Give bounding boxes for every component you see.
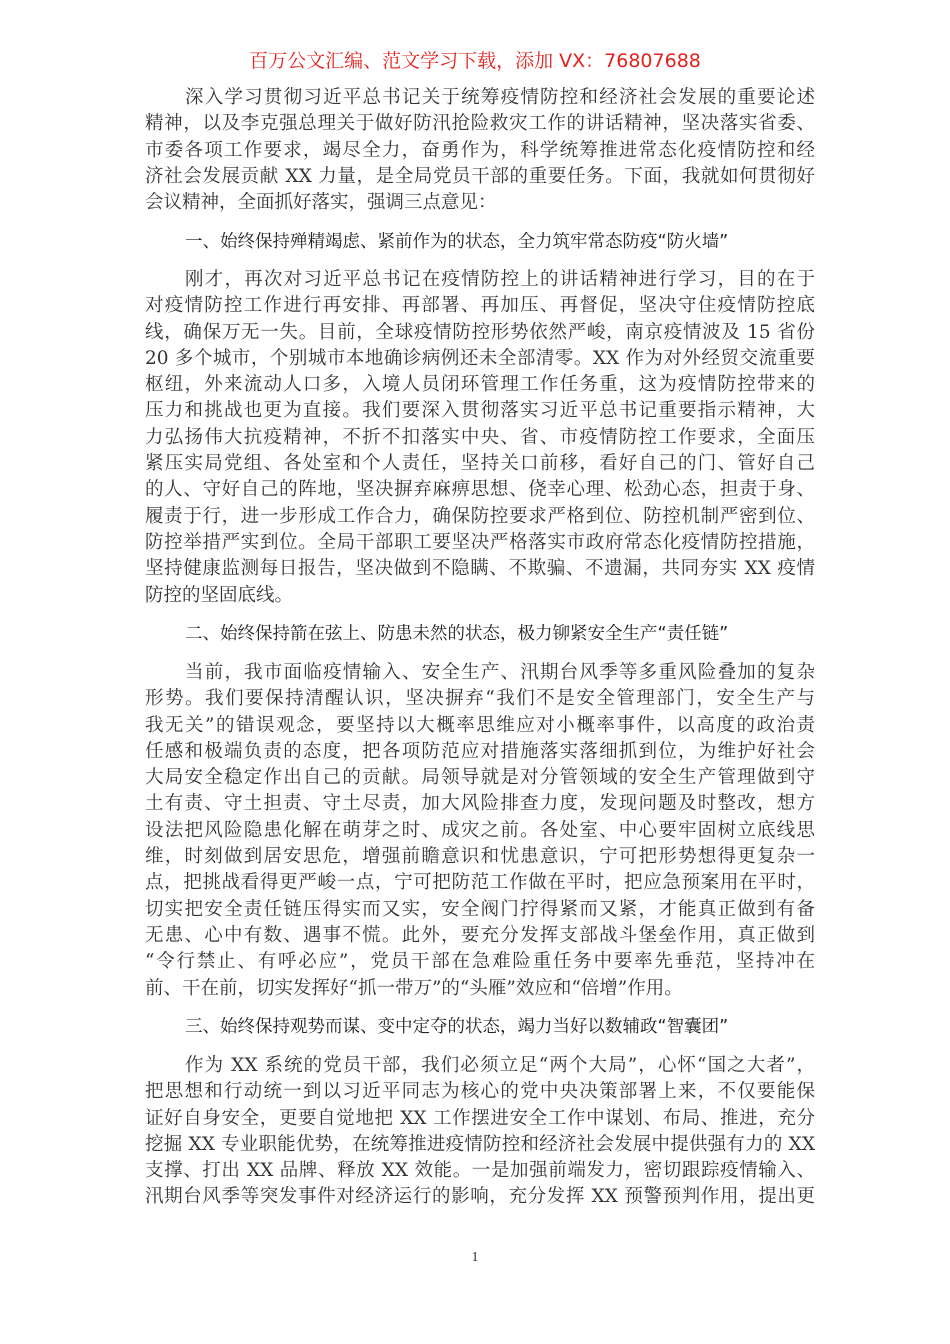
- paragraph-line: 证好自身安全，更要自觉地把 XX 工作摆进安全工作中谋划、布局、推进，充分: [145, 1107, 815, 1129]
- page-number: 1: [471, 1250, 479, 1265]
- paragraph-line: 坚持健康监测每日报告，坚决做到不隐瞒、不欺骗、不遗漏，共同夯实 XX 疫情: [145, 558, 815, 580]
- paragraph-line: 防控举措严实到位。全局干部职工要坚决严格落实市政府常态化疫情防控措施，: [145, 531, 815, 553]
- paragraph-line: 履责于行，进一步形成工作合力，确保防控要求严格到位、防控机制严密到位、: [145, 505, 815, 527]
- paragraph-line: 力弘扬伟大抗疫精神，不折不扣落实中央、省、市疫情防控工作要求，全面压: [145, 426, 815, 448]
- paragraph-line: 挖掘 XX 专业职能优势，在统筹推进疫情防控和经济社会发展中提供强有力的 XX: [145, 1133, 815, 1155]
- paragraph-line: 紧压实局党组、各处室和个人责任，坚持关口前移，看好自己的门、管好自己: [145, 453, 815, 475]
- paragraph-line: 支撑、打出 XX 品牌、释放 XX 效能。一是加强前端发力，密切跟踪疫情输入、: [145, 1160, 815, 1182]
- paragraph-line: 市委各项工作要求，竭尽全力，奋勇作为，科学统筹推进常态化疫情防控和经: [145, 139, 815, 161]
- paragraph-line: 会议精神，全面抓好落实，强调三点意见：: [145, 192, 497, 214]
- paragraph-line: 无患、心中有数、遇事不慌。此外，要充分发挥支部战斗堡垒作用，真正做到: [145, 924, 815, 946]
- paragraph-line: “令行禁止、有呼必应”，党员干部在急难险重任务中要率先垂范，坚持冲在: [145, 951, 815, 973]
- paragraph-line: 形势。我们要保持清醒认识，坚决摒弃“我们不是安全管理部门，安全生产与: [145, 688, 815, 710]
- header-banner: 百万公文汇编、范文学习下载，添加 VX：76807688: [249, 50, 701, 72]
- paragraph-intro: [145, 85, 815, 216]
- paragraph-line: 设法把风险隐患化解在萌芽之时、成灾之前。各处室、中心要牢固树立底线思: [145, 819, 815, 841]
- paragraph-line: 切实把安全责任链压得实而又实，安全阀门拧得紧而又紧，才能真正做到有备: [145, 898, 815, 920]
- paragraph-line: 当前，我市面临疫情输入、安全生产、汛期台风季等多重风险叠加的复杂: [185, 662, 815, 683]
- section-heading-3: 三、始终保持观势而谋、变中定夺的状态，竭力当好以数辅政“智囊团”: [185, 1017, 729, 1037]
- section-heading-1: 一、始终保持殚精竭虑、紧前作为的状态，全力筑牢常态防疫“防火墙”: [185, 232, 729, 252]
- paragraph-line: 大局安全稳定作出自己的贡献。局领导就是对分管领域的安全生产管理做到守: [145, 767, 815, 789]
- paragraph-line: 防控的坚固底线。: [145, 584, 294, 606]
- paragraph-section-1: [145, 267, 815, 609]
- paragraph-line: 压力和挑战也更为直接。我们要深入贯彻落实习近平总书记重要指示精神，大: [145, 400, 815, 422]
- paragraph-line: 精神，以及李克强总理关于做好防汛抢险救灾工作的讲话精神，坚决落实省委、: [145, 113, 815, 135]
- paragraph-line: 作为 XX 系统的党员干部，我们必须立足“两个大局”，心怀“国之大者”，: [185, 1055, 815, 1076]
- paragraph-line: 任感和极端负责的态度，把各项防范应对措施落实落细抓到位，为维护好社会: [145, 740, 815, 762]
- paragraph-line: 20 多个城市，个别城市本地确诊病例还未全部清零。XX 作为对外经贸交流重要: [145, 347, 815, 369]
- paragraph-section-2: [145, 660, 815, 1002]
- paragraph-line: 对疫情防控工作进行再安排、再部署、再加压、再督促，坚决守住疫情防控底: [145, 295, 815, 317]
- paragraph-line: 把思想和行动统一到以习近平同志为核心的党中央决策部署上来，不仅要能保: [145, 1081, 815, 1103]
- paragraph-line: 汛期台风季等突发事件对经济运行的影响，充分发挥 XX 预警预判作用，提出更: [145, 1186, 815, 1208]
- paragraph-line: 深入学习贯彻习近平总书记关于统筹疫情防控和经济社会发展的重要论述: [185, 87, 815, 108]
- paragraph-line: 土有责、守土担责、守土尽责，加大风险排查力度，发现问题及时整改，想方: [145, 793, 815, 815]
- paragraph-line: 刚才，再次对习近平总书记在疫情防控上的讲话精神进行学习，目的在于: [185, 269, 815, 290]
- section-heading-2: 二、始终保持箭在弦上、防患未然的状态，极力铆紧安全生产“责任链”: [185, 624, 729, 644]
- paragraph-line: 点，把挑战看得更严峻一点，宁可把防范工作做在平时，把应急预案用在平时，: [145, 872, 815, 894]
- paragraph-line: 的人、守好自己的阵地，坚决摒弃麻痹思想、侥幸心理、松劲心态，担责于身、: [145, 479, 815, 501]
- paragraph-line: 线，确保万无一失。目前，全球疫情防控形势依然严峻，南京疫情波及 15 省份: [145, 321, 815, 343]
- paragraph-line: 济社会发展贡献 XX 力量，是全局党员干部的重要任务。下面，我就如何贯彻好: [145, 165, 815, 187]
- paragraph-section-3: [145, 1053, 815, 1211]
- paragraph-line: 维，时刻做到居安思危，增强前瞻意识和忧患意识，宁可把形势想得更复杂一: [145, 846, 815, 868]
- paragraph-line: 枢纽，外来流动人口多，入境人员闭环管理工作任务重，这为疫情防控带来的: [145, 374, 815, 396]
- paragraph-line: 我无关”的错误观念，要坚持以大概率思维应对小概率事件，以高度的政治责: [145, 714, 815, 736]
- paragraph-line: 前、干在前，切实发挥好“抓一带万”的“头雁”效应和“倍增”作用。: [145, 977, 683, 999]
